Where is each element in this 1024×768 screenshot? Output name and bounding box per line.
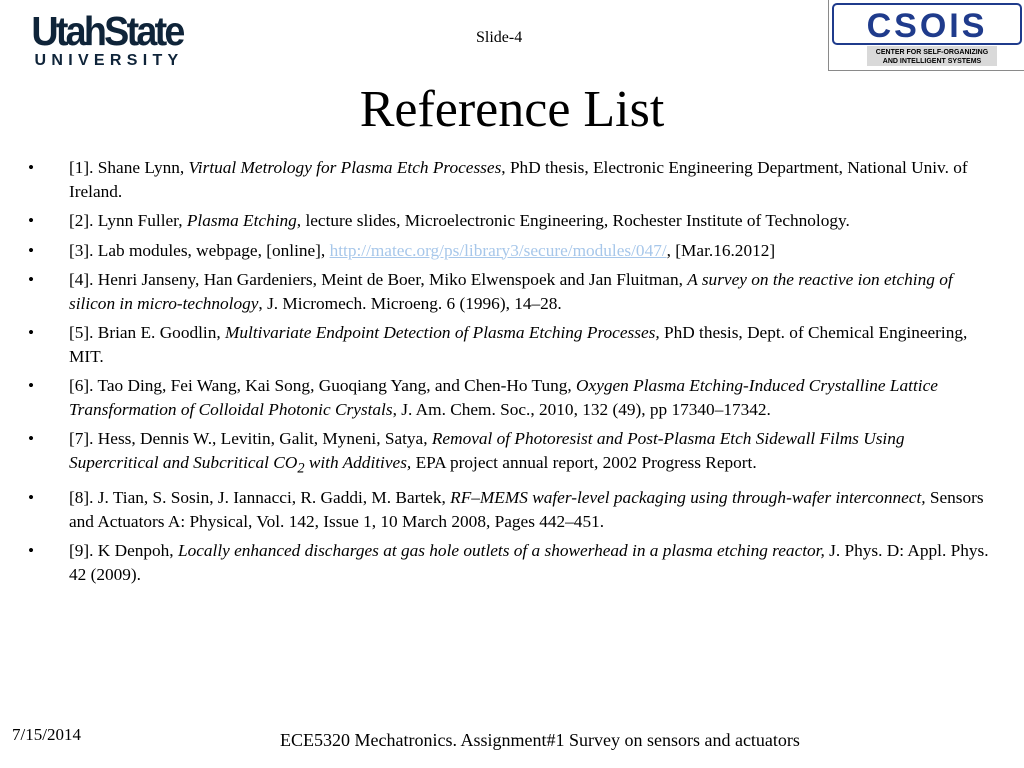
reference-details: Sensors and Actuators A: Physical, Vol. 142, Issue 1, 10 March 2008, Pages 442–451.	[69, 488, 984, 531]
reference-item	[28, 239, 998, 263]
slide-footer: ECE5320 Mechatronics. Assignment#1 Survey on sensors and actuators	[280, 730, 800, 750]
slide-number: Slide-4	[476, 29, 523, 46]
reference-list	[28, 156, 998, 592]
reference-details: , [Mar.16.2012]	[666, 240, 776, 260]
usu-logo-wordmark: UtahState	[31, 8, 183, 54]
bullet-icon: •	[28, 488, 35, 508]
reference-item	[28, 427, 998, 480]
reference-item	[28, 209, 998, 233]
reference-authors: [1]. Shane Lynn,	[69, 158, 189, 177]
bullet-icon: •	[28, 211, 35, 230]
reference-item	[28, 374, 998, 421]
csois-logo	[828, 0, 1024, 71]
reference-title: Removal of Photoresist and Post-Plasma Etch Sidewall Films Using Supercritical and Subcritical CO	[69, 429, 905, 472]
reference-title: Virtual Metrology for Plasma Etch Processes	[188, 158, 502, 177]
reference-details: J. Phys. D: Appl. Phys. 42 (2009).	[69, 541, 989, 584]
reference-title: Oxygen Plasma Etching-Induced Crystalline Lattice Transformation of Colloidal Photonic Crystals	[69, 376, 938, 419]
csois-logo-caption-2: AND INTELLIGENT SYSTEMS	[882, 58, 982, 65]
reference-title: A survey on the reactive ion etching of silicon in micro-technology	[69, 270, 953, 313]
reference-title-subscript: 2	[297, 459, 305, 476]
reference-authors: [4]. Henri Janseny, Han Gardeniers, Meint de Boer, Miko Elwenspoek and Jan Fluitman,	[69, 270, 688, 289]
reference-authors: [9]. K Denpoh,	[69, 541, 178, 561]
usu-logo-subtitle: UNIVERSITY	[34, 52, 184, 69]
reference-details: , J. Am. Chem. Soc., 2010, 132 (49), pp 17340–17342.	[392, 399, 771, 419]
reference-authors: [8]. J. Tian, S. Sosin, J. Iannacci, R. Gaddi, M. Bartek,	[69, 488, 451, 508]
reference-title: RF–MEMS wafer-level packaging using through-wafer interconnect,	[450, 488, 926, 508]
reference-details: , PhD thesis, Electronic Engineering Department, National Univ. of Ireland.	[69, 158, 968, 201]
utah-state-university-logo	[15, 10, 199, 72]
reference-authors: [7]. Hess, Dennis W., Levitin, Galit, Myneni, Satya,	[69, 429, 432, 448]
bullet-icon: •	[28, 541, 35, 561]
reference-authors: [5]. Brian E. Goodlin,	[69, 323, 225, 342]
bullet-icon: •	[28, 323, 35, 342]
slide-date: 7/15/2014	[12, 725, 81, 744]
bullet-icon: •	[28, 158, 35, 177]
reference-authors: [2]. Lynn Fuller,	[69, 211, 187, 230]
reference-details: , J. Micromech. Microeng. 6 (1996), 14–28.	[258, 293, 562, 313]
reference-title: Plasma Etching	[186, 211, 297, 230]
reference-authors: [3]. Lab modules, webpage, [online],	[69, 240, 330, 260]
bullet-icon: •	[28, 270, 35, 289]
reference-details: EPA project annual report, 2002 Progress Report.	[411, 452, 757, 472]
csois-logo-caption-1: CENTER FOR SELF-ORGANIZING	[875, 49, 989, 56]
reference-authors: [6]. Tao Ding, Fei Wang, Kai Song, Guoqiang Yang, and Chen-Ho Tung,	[69, 376, 577, 395]
bullet-icon: •	[28, 376, 35, 395]
reference-item	[28, 321, 998, 368]
reference-item	[28, 156, 998, 203]
bullet-icon: •	[28, 240, 35, 260]
reference-title: Locally enhanced discharges at gas hole outlets of a showerhead in a plasma etching reactor,	[177, 541, 825, 561]
reference-item	[28, 539, 998, 586]
bullet-icon: •	[28, 429, 35, 448]
slide-title: Reference List	[359, 81, 665, 138]
csois-logo-wordmark: CSOIS	[866, 7, 988, 45]
reference-item	[28, 268, 998, 315]
reference-title-continued: with Additives,	[304, 452, 412, 472]
csois-logo-graphic	[829, 0, 1024, 70]
reference-details: PhD thesis, Dept. of Chemical Engineering, MIT.	[69, 323, 968, 366]
reference-title: Multivariate Endpoint Detection of Plasma Etching Processes,	[225, 323, 660, 342]
reference-link[interactable]: http://matec.org/ps/library3/secure/modules/047/	[329, 240, 667, 260]
reference-item	[28, 486, 998, 533]
reference-details: , lecture slides, Microelectronic Engineering, Rochester Institute of Technology.	[296, 211, 850, 230]
